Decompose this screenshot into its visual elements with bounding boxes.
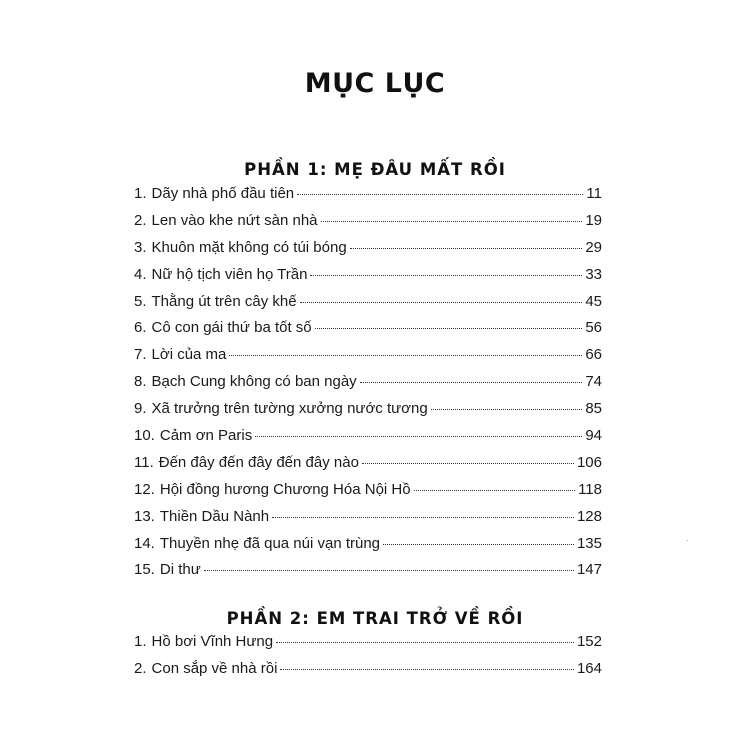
toc-entry-page-number: 106	[576, 453, 602, 471]
toc-entry-number: 13.	[134, 507, 155, 525]
dot-leader	[414, 490, 575, 491]
dot-leader	[280, 669, 574, 670]
toc-entry-page-number: 66	[585, 346, 602, 364]
toc-entry-title: Nữ hộ tịch viên họ Trần	[151, 265, 308, 283]
toc-entry-number: 10.	[134, 427, 155, 445]
toc-entry-title: Bạch Cung không có ban ngày	[151, 373, 357, 391]
toc-entry-page-number: 19	[585, 211, 602, 229]
dot-leader	[310, 275, 582, 276]
toc-entry-title: Thuyền nhẹ đã qua núi vạn trùng	[159, 534, 381, 552]
toc-entry-number: 11.	[134, 453, 154, 471]
dot-leader	[350, 248, 583, 249]
toc-entry-page-number: 94	[585, 427, 602, 445]
toc-entry-number: 4.	[134, 265, 147, 283]
toc-entry	[134, 212, 602, 239]
toc-entry-number: 2.	[134, 211, 147, 229]
toc-entry	[134, 293, 602, 320]
toc-entry-title: Xã trưởng trên tường xưởng nước tương	[151, 400, 428, 418]
toc-entry-title: Khuôn mặt không có túi bóng	[151, 238, 347, 256]
dot-leader	[362, 463, 574, 464]
toc-entry	[134, 660, 602, 687]
toc-entry-number: 12.	[134, 480, 155, 498]
scan-speck	[687, 540, 688, 541]
toc-entry	[134, 535, 602, 562]
page-title: MỤC LỤC	[304, 68, 446, 99]
toc-entry-title: Di thư	[159, 561, 201, 579]
toc-entry	[134, 346, 602, 373]
toc-entry	[134, 481, 602, 508]
dot-leader	[315, 328, 583, 329]
toc-entry-page-number: 29	[585, 238, 602, 256]
toc-entry-number: 7.	[134, 346, 147, 364]
dot-leader	[431, 409, 583, 410]
dot-leader	[204, 570, 574, 571]
toc-entry-title: Hội đồng hương Chương Hóa Nội Hồ	[159, 480, 411, 498]
toc-entry-number: 5.	[134, 292, 147, 310]
toc-entry-page-number: 11	[586, 185, 602, 202]
dot-leader	[360, 382, 583, 383]
toc-entry-number: 2.	[134, 659, 147, 677]
dot-leader	[321, 221, 583, 222]
toc-entry-page-number: 135	[576, 534, 602, 552]
toc-entry	[134, 185, 602, 212]
toc-entry-title: Lời của ma	[151, 346, 227, 364]
toc-entry-title: Thằng út trên cây khế	[151, 292, 297, 310]
toc-entry	[134, 400, 602, 427]
toc-entry-title: Con sắp về nhà rồi	[151, 659, 278, 677]
toc-entry-number: 14.	[134, 534, 155, 552]
dot-leader	[300, 302, 583, 303]
toc-entry-page-number: 147	[576, 561, 602, 579]
toc-entry-number: 6.	[134, 319, 147, 337]
toc-entry-title: Đến đây đến đây đến đây nào	[158, 453, 359, 471]
toc-entry-title: Cảm ơn Paris	[159, 427, 253, 445]
toc-entry-title: Thiền Dầu Nành	[159, 507, 270, 525]
toc-entry-number: 1.	[134, 633, 147, 650]
toc-entry-title: Dãy nhà phố đầu tiên	[151, 185, 295, 202]
toc-entry-page-number: 85	[585, 400, 602, 418]
toc-entry-page-number: 33	[585, 265, 602, 283]
dot-leader	[272, 517, 574, 518]
toc-entry	[134, 319, 602, 346]
dot-leader	[229, 355, 582, 356]
toc-entry-page-number: 152	[576, 633, 602, 650]
toc-entry-page-number: 56	[585, 319, 602, 337]
toc-entry	[134, 427, 602, 454]
toc-entry	[134, 239, 602, 266]
toc-entry-number: 3.	[134, 238, 147, 256]
dot-leader	[383, 544, 574, 545]
part-2-heading: PHẦN 2: EM TRAI TRỞ VỀ RỒI	[226, 609, 524, 628]
toc-entry-page-number: 118	[578, 480, 602, 498]
toc-entry-page-number: 164	[576, 659, 602, 677]
part-1-heading: PHẦN 1: MẸ ĐÂU MẤT RỒI	[244, 160, 506, 179]
dot-leader	[297, 194, 583, 195]
toc-entry	[134, 508, 602, 535]
part-2-toc-list	[134, 633, 602, 687]
toc-entry-number: 9.	[134, 400, 147, 418]
toc-entry-number: 15.	[134, 561, 155, 579]
toc-entry-number: 8.	[134, 373, 147, 391]
toc-entry-page-number: 45	[585, 292, 602, 310]
toc-entry	[134, 633, 602, 660]
toc-entry-title: Hồ bơi Vĩnh Hưng	[151, 633, 274, 650]
toc-entry	[134, 561, 602, 588]
toc-entry	[134, 266, 602, 293]
toc-entry-number: 1.	[134, 185, 147, 202]
toc-entry-title: Len vào khe nứt sàn nhà	[151, 211, 318, 229]
toc-entry	[134, 373, 602, 400]
part-1-toc-list	[134, 185, 602, 588]
toc-entry	[134, 454, 602, 481]
toc-entry-title: Cô con gái thứ ba tốt số	[151, 319, 312, 337]
toc-entry-page-number: 74	[585, 373, 602, 391]
dot-leader	[276, 642, 574, 643]
dot-leader	[255, 436, 582, 437]
toc-entry-page-number: 128	[576, 507, 602, 525]
